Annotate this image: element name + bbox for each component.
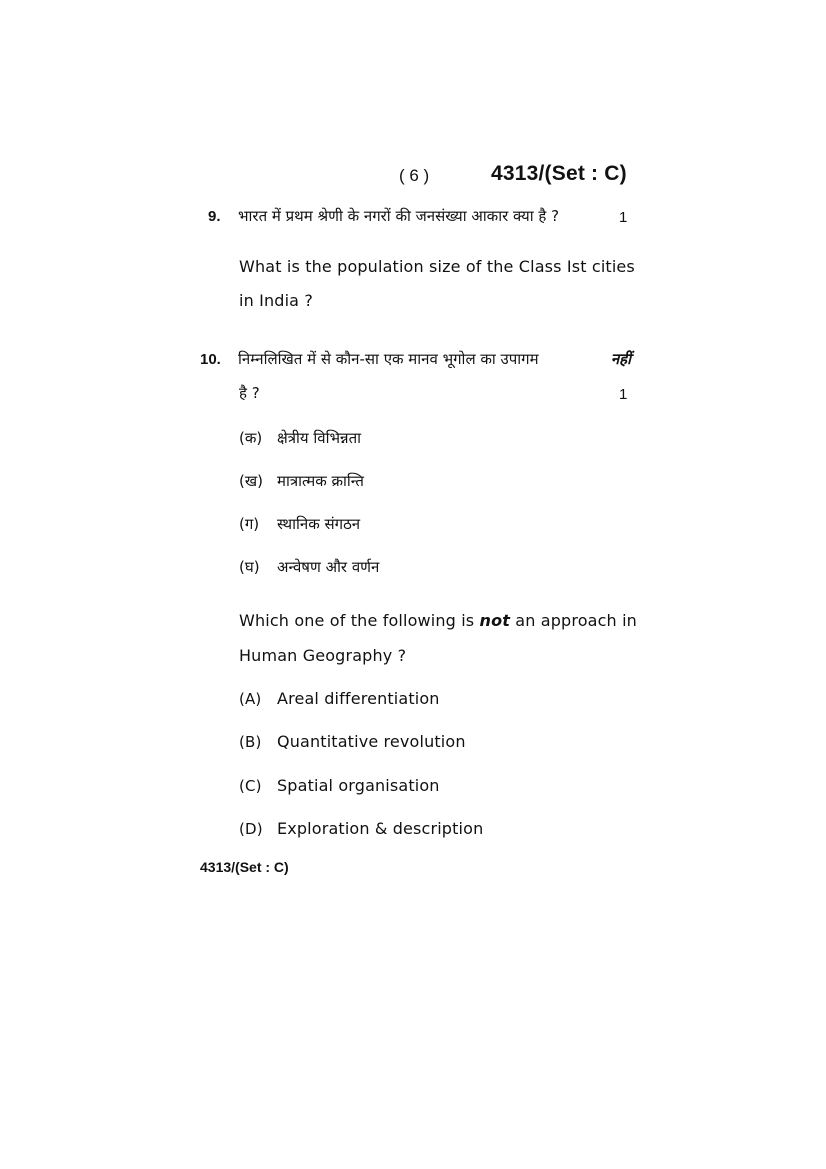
question-10-english-line2: Human Geography ? [239,646,407,665]
hindi-option-label: (ख) [239,472,263,490]
english-option-label: (A) [239,690,262,708]
english-option-text: Areal differentiation [277,689,440,708]
hindi-option-label: (क) [239,429,263,447]
english-option-label: (D) [239,820,263,838]
question-10-hindi-emphasis: नहीं [610,350,631,368]
question-10-number: 10. [200,351,221,368]
question-9-number: 9. [208,208,221,225]
question-10-english-text-after: an approach in [515,611,637,630]
hindi-option-label: (ग) [239,515,260,533]
question-10-english-text-before: Which one of the following is [239,611,475,630]
question-10-hindi-line1 [238,349,631,369]
hindi-option-text: स्थानिक संगठन [277,515,361,533]
hindi-option-label: (घ) [239,558,260,576]
question-9-english-line1: What is the population size of the Class Ist cities [239,257,635,276]
paper-code-footer: 4313/(Set : C) [200,859,289,875]
page-number: ( 6 ) [399,166,430,185]
question-9-marks: 1 [619,209,628,226]
hindi-option-text: क्षेत्रीय विभिन्नता [277,429,362,447]
paper-code-header: 4313/(Set : C) [491,162,627,185]
english-option-label: (C) [239,777,262,795]
question-10-hindi-line1-text: निम्नलिखित में से कौन-सा एक मानव भूगोल का उपागम [238,350,539,368]
english-option-text: Exploration & description [277,819,484,838]
english-option-label: (B) [239,733,262,751]
question-10-hindi-line2: है ? [239,384,260,402]
question-10-english-line1 [239,611,637,630]
hindi-option-text: अन्वेषण और वर्णन [277,558,380,576]
question-9-english-line2: in India ? [239,291,314,310]
english-option-text: Quantitative revolution [277,732,466,751]
english-option-text: Spatial organisation [277,776,440,795]
hindi-option-text: मात्रात्मक क्रान्ति [277,472,364,490]
question-10-marks: 1 [619,386,628,403]
question-9-hindi-text: भारत में प्रथम श्रेणी के नगरों की जनसंख्या आकार क्या है ? [238,207,560,225]
question-10-english-emphasis: not [479,611,511,630]
